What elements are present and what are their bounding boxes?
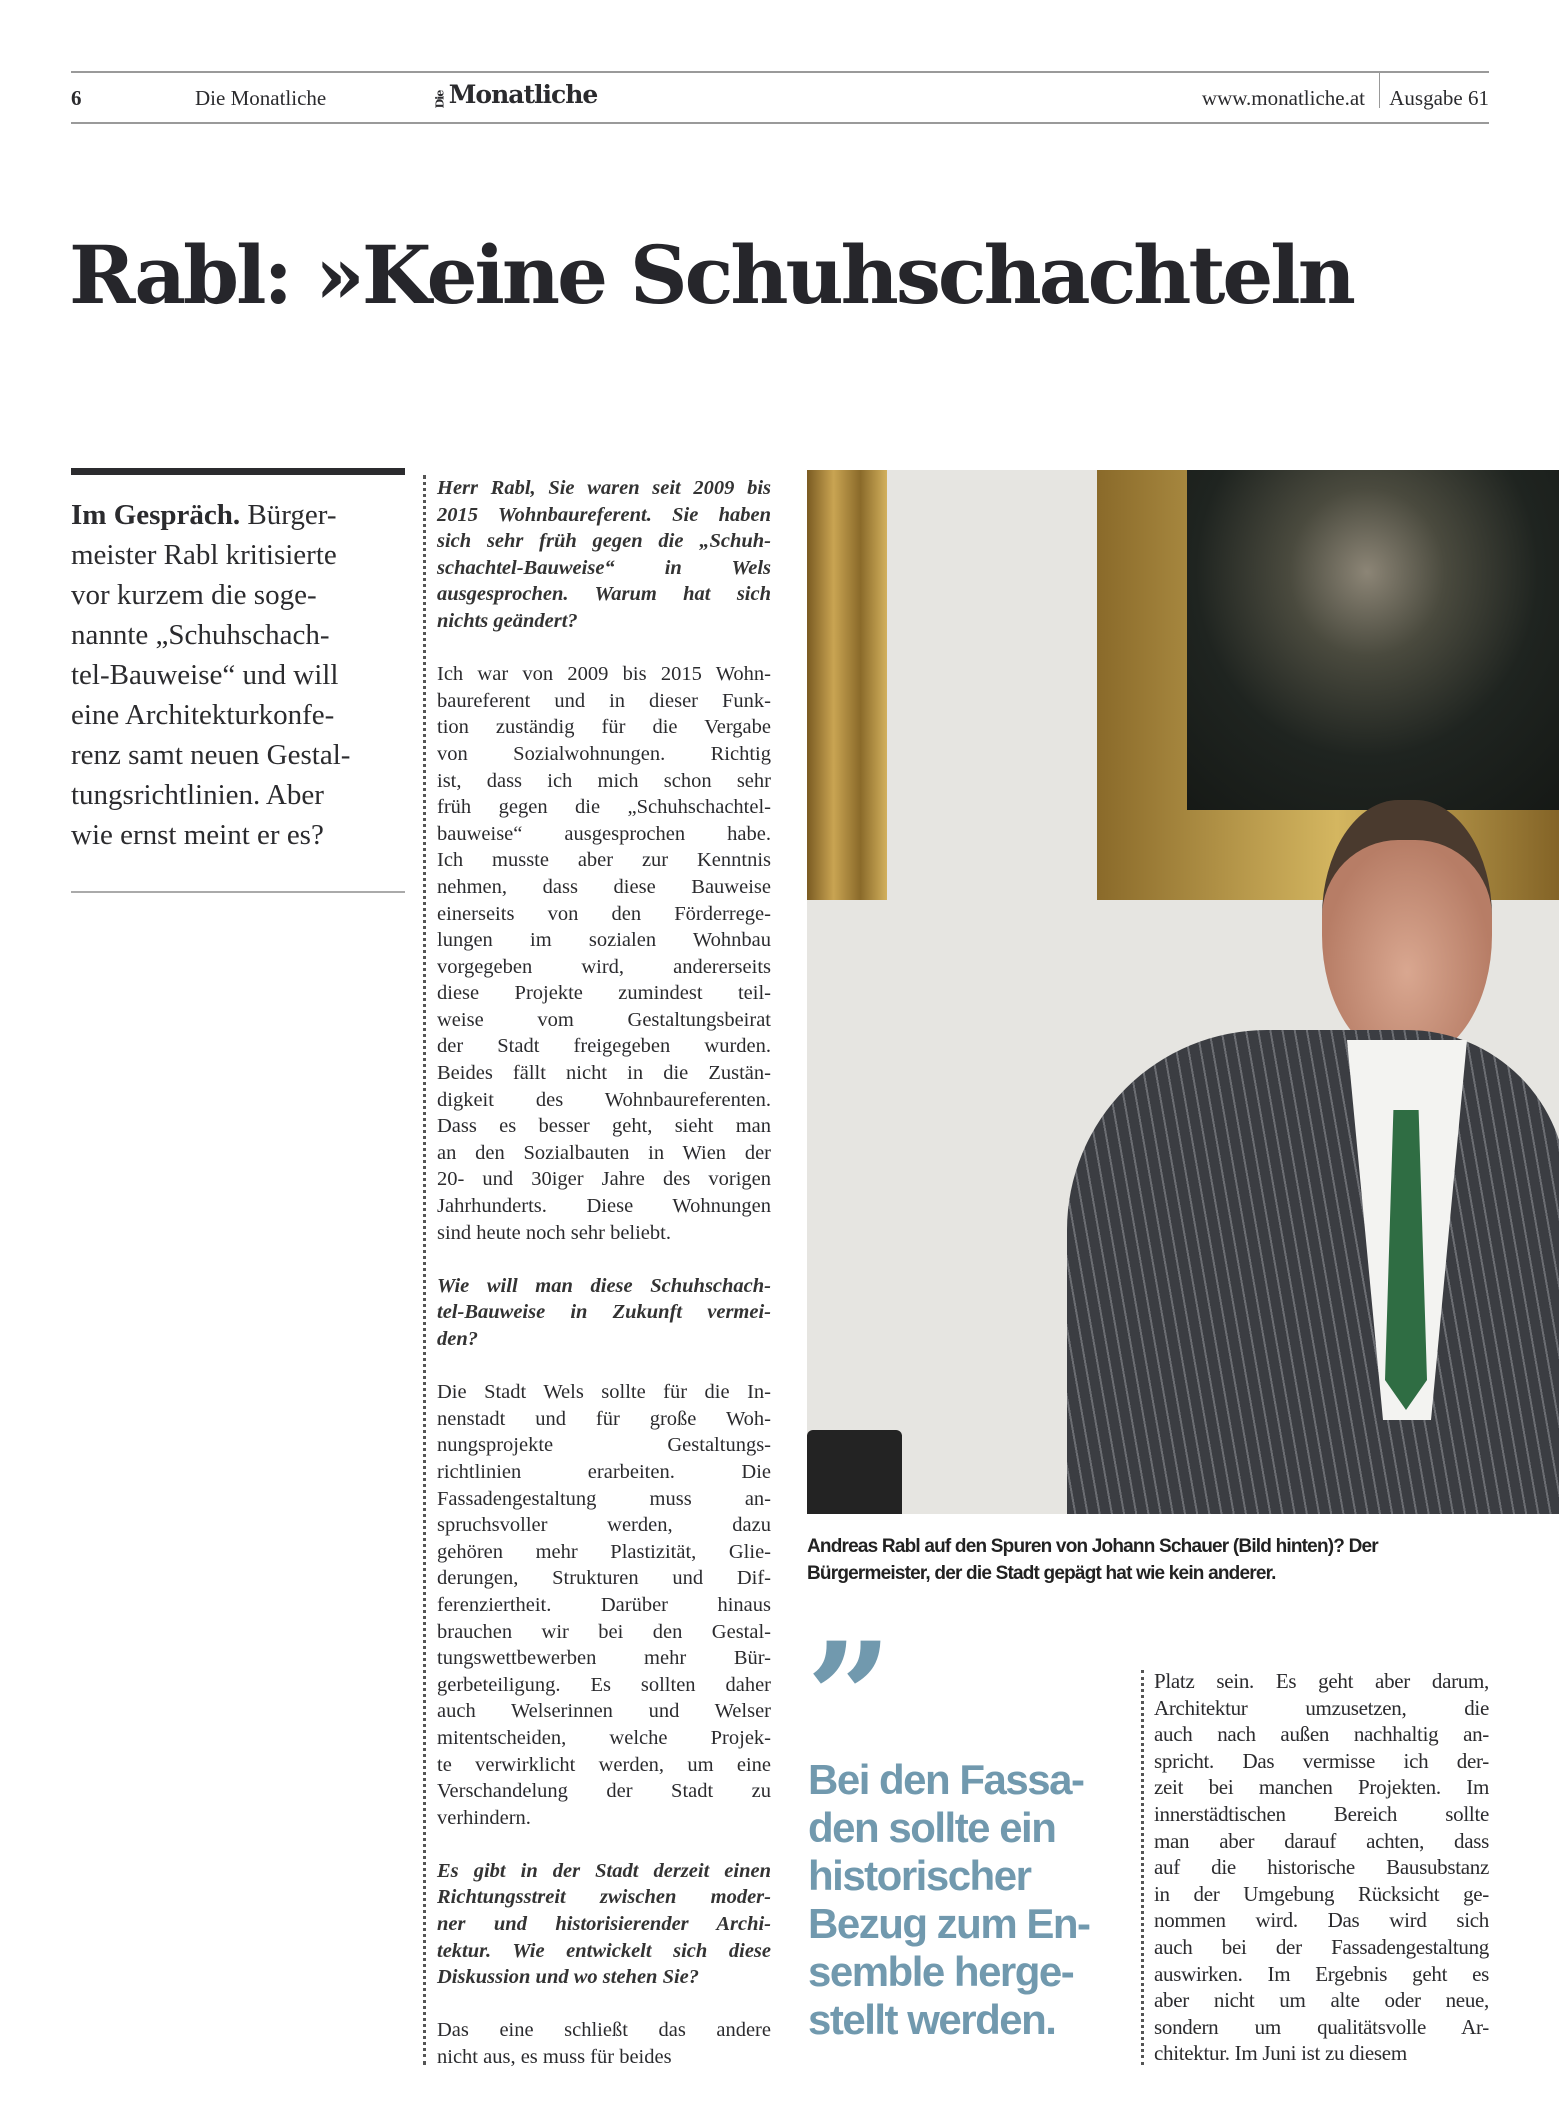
text-line: nicht aus, es muss für beides [437,2046,672,2069]
caption-line: Andreas Rabl auf den Spuren von Johann Schauer (Bild hinten)? Der [807,1536,1378,1557]
text-line: schachtel-Bauweise“ in Wels [437,556,771,579]
text-line: vorgegeben wird, andererseits [437,955,771,978]
right-column [1154,1668,1489,2067]
text-line: auswirken. Im Ergebnis geht es [1154,1961,1489,1986]
text-line: Dass es besser geht, sieht man [437,1115,771,1138]
text-line: Die Stadt Wels sollte für die In- [437,1381,771,1404]
quote-mark-icon: ” [806,1610,893,1786]
text-line: gerbeteiligung. Es sollten daher [437,1673,771,1696]
text-line: tektur. Wie entwickelt sich diese [437,1939,771,1962]
lede-line: Bürger- [247,499,337,531]
text-line: Wie will man diese Schuhschach- [437,1274,771,1297]
pull-quote-line: semble herge- [808,1948,1074,1995]
interview-question [437,1858,771,1991]
text-line: 2015 Wohnbaureferent. Sie haben [437,503,771,526]
lede-line: nannte „Schuhschach- [71,619,330,651]
text-line: Ich war von 2009 bis 2015 Wohn- [437,663,771,686]
text-line: nungsprojekte Gestaltungs- [437,1434,771,1457]
interview-question [437,1273,771,1353]
paragraph-gap [437,1831,771,1858]
text-line: bauweise“ ausgesprochen habe. [437,822,771,845]
text-line: richtlinien erarbeiten. Die [437,1460,771,1483]
interview-answer [437,2017,771,2070]
paragraph-gap [437,1246,771,1273]
paragraph-gap [437,1353,771,1380]
text-line: auch Welserinnen und Welser [437,1700,771,1723]
text-line: tungswettbewerben mehr Bür- [437,1647,771,1670]
photo-rabl [807,470,1559,1514]
text-line: gehören mehr Plastizität, Glie- [437,1540,771,1563]
website-link[interactable]: www.monatliche.at [1201,86,1365,110]
text-line: lungen im sozialen Wohnbau [437,929,771,952]
pull-quote [808,1756,1153,2044]
text-line: der Stadt freigegeben wurden. [437,1035,771,1058]
header-divider [1379,72,1380,108]
right-column-divider [1141,1670,1144,2065]
text-line: einerseits von den Förderrege- [437,902,771,925]
logo-prefix: Die [433,90,447,109]
text-line: spricht. Das vermisse ich der- [1154,1748,1489,1773]
headline: Rabl: »Keine Schuhschachteln [69,228,1353,322]
text-line: chitektur. Im Juni ist zu diesem [1154,2041,1407,2066]
painting-portrait [1187,470,1559,810]
text-line: von Sozialwohnungen. Richtig [437,742,771,765]
text-line: Verschandelung der Stadt zu [437,1780,771,1803]
text-line: Beides fällt nicht in die Zustän- [437,1062,771,1085]
text-line: den? [437,1328,478,1350]
text-line: auf die historische Bausubstanz [1154,1855,1489,1880]
text-line: sind heute noch sehr beliebt. [437,1221,671,1244]
text-line: man aber darauf achten, dass [1154,1828,1489,1853]
text-line: brauchen wir bei den Gestal- [437,1620,771,1643]
text-line: Platz sein. Es geht aber darum, [1154,1669,1489,1693]
page-header [71,80,1489,120]
man-head [1322,800,1492,1060]
text-line: auch bei der Fassadengestaltung [1154,1934,1489,1959]
text-line: sich sehr früh gegen die „Schuh- [437,530,771,553]
text-line: aber nicht um alte oder neue, [1154,1988,1489,2013]
lede-line: wie ernst meint er es? [71,819,324,851]
lede-lead-in: Im Gespräch. [71,499,241,531]
text-line: nenstadt und für große Woh- [437,1407,771,1430]
lede-top-bar [71,468,405,475]
interview-column [437,475,771,2071]
text-line: mitentscheiden, welche Projek- [437,1726,771,1749]
column-divider [423,475,426,2065]
text-line: Fassadengestaltung muss an- [437,1487,771,1510]
man-suit [1067,1030,1559,1514]
text-line: Herr Rabl, Sie waren seit 2009 bis [437,477,771,499]
text-line: früh gegen die „Schuhschachtel- [437,796,771,819]
photo-caption [807,1533,1559,1587]
text-line: derungen, Strukturen und Dif- [437,1567,771,1590]
text-line: zeit bei manchen Projekten. Im [1154,1775,1489,1800]
text-line: nichts geändert? [437,609,578,632]
paragraph-gap [437,635,771,662]
lede-bottom-rule [71,891,405,893]
interview-answer [437,661,771,1246]
text-line: ist, dass ich mich schon sehr [437,769,771,792]
text-line: nommen wird. Das wird sich [1154,1908,1489,1933]
page-number: 6 [71,86,82,110]
text-line: te verwirklicht werden, um eine [437,1753,771,1776]
caption-line: Bürgermeister, der die Stadt gepägt hat wie kein anderer. [807,1563,1276,1584]
text-line: diese Projekte zumindest teil- [437,982,771,1005]
lede [71,495,405,855]
text-line: Es gibt in der Stadt derzeit einen [437,1859,771,1882]
interview-answer [437,1379,771,1831]
lede-line: meister Rabl kritisierte [71,539,337,571]
pull-quote-line: Bei den Fassa- [808,1756,1084,1803]
text-line: tion zuständig für die Vergabe [437,716,771,739]
text-line: ner und historisierender Archi- [437,1913,771,1936]
text-line: Diskussion und wo stehen Sie? [437,1966,700,1989]
logo-wordmark: Monatliche [448,80,598,109]
text-line: Architektur umzusetzen, die [1154,1695,1489,1720]
lede-line: renz samt neuen Gestal- [71,739,351,771]
text-line: auch nach außen nachhaltig an- [1154,1722,1489,1747]
text-line: digkeit des Wohnbaureferenten. [437,1088,771,1111]
pull-quote-line: stellt werden. [808,1996,1056,2043]
interview-question [437,475,771,635]
text-line: in der Umgebung Rücksicht ge- [1154,1881,1489,1906]
text-line: innerstädtischen Bereich sollte [1154,1801,1489,1826]
text-line: weise vom Gestaltungsbeirat [437,1008,771,1031]
pull-quote-line: den sollte ein [808,1804,1056,1851]
text-line: an den Sozialbauten in Wien der [437,1141,771,1164]
text-line: Ich musste aber zur Kenntnis [437,849,771,872]
lede-line: tel-Bauweise“ und will [71,659,339,691]
section-name: Die Monatliche [195,86,327,110]
chair-back [807,1430,902,1514]
issue-number: Ausgabe 61 [1389,86,1489,110]
header-bottom-rule [71,122,1489,124]
interview-answer [1154,1668,1489,2067]
text-line: baureferent und in dieser Funk- [437,689,771,712]
text-line: Jahrhunderts. Diese Wohnungen [437,1195,771,1218]
text-line: tel-Bauweise in Zukunft vermei- [437,1301,771,1324]
header-top-rule [71,71,1489,73]
text-line: Richtungsstreit zwischen moder- [437,1886,771,1909]
pull-quote-line: Bezug zum En- [808,1900,1090,1947]
text-line: ferenziertheit. Darüber hinaus [437,1593,771,1616]
text-line: 20- und 30iger Jahre des vorigen [437,1168,771,1191]
lede-line: vor kurzem die soge- [71,579,317,611]
text-line: spruchsvoller werden, dazu [437,1514,771,1537]
text-line: ausgesprochen. Warum hat sich [437,583,771,606]
pull-quote-line: historischer [808,1852,1031,1899]
text-line: Das eine schließt das andere [437,2019,771,2042]
lede-line: tungsrichtlinien. Aber [71,779,324,811]
paragraph-gap [437,1991,771,2018]
text-line: verhindern. [437,1806,531,1829]
logo [431,80,597,109]
lede-line: eine Architekturkonfe- [71,699,335,731]
gilded-frame-left [807,470,887,900]
text-line: nehmen, dass diese Bauweise [437,875,771,898]
text-line: sondern um qualitätsvolle Ar- [1154,2014,1489,2039]
